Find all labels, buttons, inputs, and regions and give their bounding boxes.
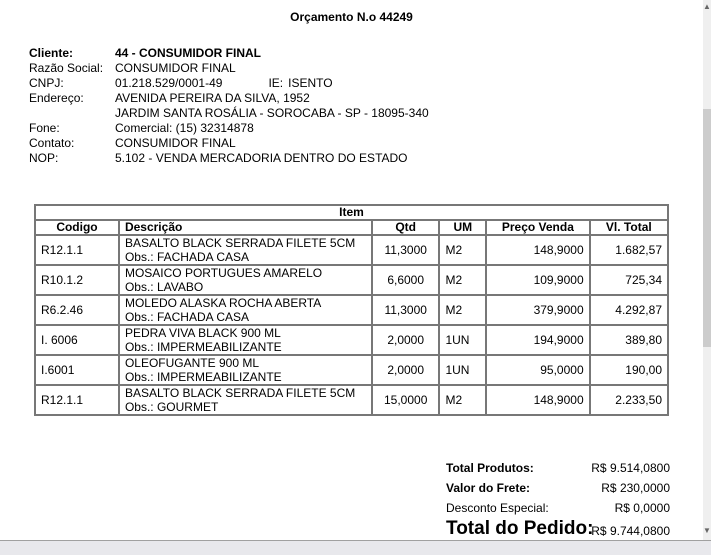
header-qtd: Qtd [372,220,440,235]
cell-total: 725,34 [590,265,668,295]
item-obs: Obs.: IMPERMEABILIZANTE [124,370,282,384]
cell-codigo: R6.2.46 [35,295,119,325]
scroll-up-arrow-icon[interactable]: ▲ [703,2,711,11]
item-description: MOLEDO ALASKA ROCHA ABERTA [124,296,322,310]
table-title-row [35,205,668,220]
scrollbar-thumb[interactable] [703,109,711,347]
table-row [35,235,668,265]
quote-number-title: Orçamento N.o 44249 [290,10,413,24]
item-obs: Obs.: IMPERMEABILIZANTE [124,340,282,354]
total-produtos-value: R$ 9.514,0800 [591,461,670,475]
nop-label: NOP: [29,151,59,165]
endereco-spacer [29,106,115,121]
endereco-row-2 [29,106,429,121]
item-description: BASALTO BLACK SERRADA FILETE 5CM [124,386,356,400]
contato-label: Contato: [29,136,75,150]
table-row [35,295,668,325]
ie-label: IE: [268,76,284,90]
cell-um: M2 [439,265,486,295]
cell-total: 1.682,57 [590,235,668,265]
cell-descricao [119,355,372,385]
cell-preco: 194,9000 [486,325,590,355]
razao-social-row [29,61,429,76]
item-description: OLEOFUGANTE 900 ML [124,356,259,370]
client-value: 44 - CONSUMIDOR FINAL [115,46,262,60]
total-produtos-row [444,458,672,478]
valor-frete-label: Valor do Frete: [446,481,531,495]
nop-row [29,151,429,166]
cell-qtd: 2,0000 [372,355,440,385]
cell-um: M2 [439,235,486,265]
cell-total: 389,80 [590,325,668,355]
header-preco: Preço Venda [486,220,590,235]
contato-value: CONSUMIDOR FINAL [115,136,236,150]
total-produtos-label: Total Produtos: [446,461,534,475]
cell-preco: 379,9000 [486,295,590,325]
item-obs: Obs.: GOURMET [124,400,219,414]
cell-preco: 148,9000 [486,385,590,415]
page-title [0,10,703,24]
cell-um: M2 [439,385,486,415]
client-row [29,46,429,61]
cnpj-label: CNPJ: [29,76,64,90]
total-pedido-value: R$ 9.744,0800 [591,524,670,538]
scroll-down-arrow-icon[interactable]: ▼ [703,526,711,535]
endereco-line1: AVENIDA PEREIRA DA SILVA, 1952 [115,91,310,105]
valor-frete-row [444,478,672,498]
cell-qtd: 2,0000 [372,325,440,355]
item-obs: Obs.: LAVABO [124,280,204,294]
table-title: Item [35,205,668,220]
cell-descricao [119,385,372,415]
cell-codigo: I. 6006 [35,325,119,355]
contato-row [29,136,429,151]
cell-qtd: 11,3000 [372,235,440,265]
table-header-row [35,220,668,235]
endereco-row [29,91,429,106]
fone-value: Comercial: (15) 32314878 [115,121,254,135]
cell-preco: 95,0000 [486,355,590,385]
cnpj-value: 01.218.529/0001-49 [115,76,223,90]
cell-descricao [119,265,372,295]
vertical-scrollbar[interactable] [703,0,711,540]
client-info-block [29,46,429,166]
razao-social-value: CONSUMIDOR FINAL [115,61,236,75]
item-description: BASALTO BLACK SERRADA FILETE 5CM [124,236,356,250]
header-descricao: Descrição [119,220,372,235]
total-pedido-row [444,518,672,538]
cnpj-row [29,76,429,91]
item-obs: Obs.: FACHADA CASA [124,310,249,324]
cell-um: 1UN [439,355,486,385]
nop-value: 5.102 - VENDA MERCADORIA DENTRO DO ESTADO [115,151,408,165]
fone-label: Fone: [29,121,60,135]
valor-frete-value: R$ 230,0000 [601,481,670,495]
total-pedido-label: Total do Pedido: [446,518,594,539]
cell-total: 190,00 [590,355,668,385]
cell-descricao [119,235,372,265]
items-table [34,204,669,416]
item-description: PEDRA VIVA BLACK 900 ML [124,326,281,340]
cell-codigo: I.6001 [35,355,119,385]
bottom-status-bar [0,540,711,555]
desconto-value: R$ 0,0000 [614,501,670,515]
cell-total: 4.292,87 [590,295,668,325]
cell-qtd: 6,6000 [372,265,440,295]
item-description: MOSAICO PORTUGUES AMARELO [124,266,323,280]
razao-social-label: Razão Social: [29,61,104,75]
client-label: Cliente: [29,46,74,60]
item-obs: Obs.: FACHADA CASA [124,250,249,264]
totals-block [444,458,672,538]
cell-qtd: 15,0000 [372,385,440,415]
table-row [35,355,668,385]
cell-um: M2 [439,295,486,325]
header-um: UM [439,220,486,235]
table-row [35,265,668,295]
table-row [35,385,668,415]
desconto-label: Desconto Especial: [446,501,549,515]
cell-um: 1UN [439,325,486,355]
fone-row [29,121,429,136]
cell-preco: 148,9000 [486,235,590,265]
cell-codigo: R10.1.2 [35,265,119,295]
header-total: Vl. Total [590,220,668,235]
cell-descricao [119,325,372,355]
cell-descricao [119,295,372,325]
ie-value: ISENTO [288,76,333,90]
desconto-row [444,498,672,518]
cell-codigo: R12.1.1 [35,385,119,415]
table-row [35,325,668,355]
cell-preco: 109,9000 [486,265,590,295]
header-codigo: Codigo [35,220,119,235]
endereco-line2: JARDIM SANTA ROSÁLIA - SOROCABA - SP - 18095-340 [115,106,429,120]
cell-codigo: R12.1.1 [35,235,119,265]
cell-qtd: 11,3000 [372,295,440,325]
cell-total: 2.233,50 [590,385,668,415]
endereco-label: Endereço: [29,91,84,105]
